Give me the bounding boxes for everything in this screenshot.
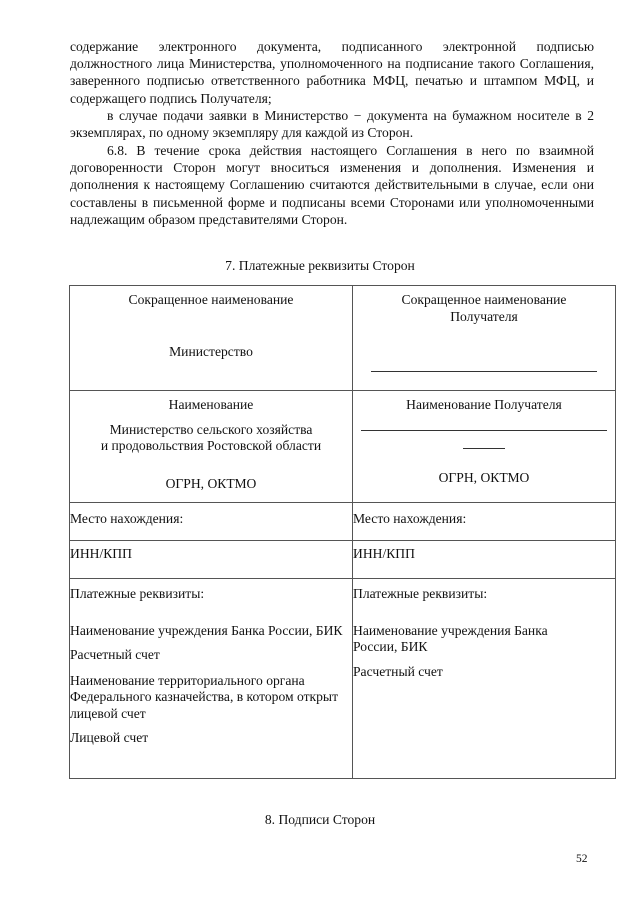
recipient-ogrn: ОГРН, ОКТМО bbox=[438, 469, 530, 485]
section-8-title: 8. Подписи Сторон bbox=[264, 812, 376, 827]
section-7-title: 7. Платежные реквизиты Сторон bbox=[225, 258, 415, 273]
ministry-location: Место нахождения: bbox=[70, 511, 184, 526]
recipient-name-label: Наименование Получателя bbox=[406, 397, 562, 412]
ministry-ogrn: ОГРН, ОКТМО bbox=[165, 475, 257, 491]
name-value-1: Министерство сельского хозяйства bbox=[109, 421, 313, 437]
cell-ministry-inn bbox=[70, 541, 353, 579]
recipient-inn: ИНН/КПП bbox=[353, 546, 415, 561]
recipient-short-name-line bbox=[371, 371, 597, 372]
ministry-personal-account: Лицевой счет bbox=[70, 730, 149, 745]
cell-ministry-location bbox=[70, 503, 353, 541]
short-name-value: Министерство bbox=[169, 343, 253, 359]
ministry-account: Расчетный счет bbox=[70, 647, 160, 662]
recipient-location: Место нахождения: bbox=[353, 511, 467, 526]
payment-details-table bbox=[69, 285, 616, 779]
ministry-inn: ИНН/КПП bbox=[70, 546, 132, 561]
ministry-payment-label: Платежные реквизиты: bbox=[70, 586, 205, 601]
name-value-2: и продовольствия Ростовской области bbox=[100, 438, 322, 453]
recipient-name-short-line bbox=[463, 448, 505, 449]
cell-recipient-short-name bbox=[353, 286, 616, 391]
paragraph-6-8: 6.8. В течение срока действия настоящего Соглашения в него по взаимной договоренности Сторон могут вноситься изменения и дополнения. Изменения и дополнения к настоящему Соглашению считаются действительными в случае, если они составлены в письменной форме и подписаны всеми Сторонами или уполномоченными надлежащим образом представителями Сторон. bbox=[70, 143, 594, 227]
short-name-label: Сокращенное наименование bbox=[128, 292, 294, 307]
cell-recipient-name bbox=[353, 391, 616, 503]
ministry-bank-name: Наименование учреждения Банка России, БИК bbox=[70, 622, 343, 638]
cell-recipient-inn bbox=[353, 541, 616, 579]
table-row bbox=[70, 391, 616, 503]
cell-ministry-payment bbox=[70, 579, 353, 779]
cell-ministry-name bbox=[70, 391, 353, 503]
recipient-bank-name: Наименование учреждения Банка России, БИК bbox=[353, 622, 548, 654]
table-row bbox=[70, 579, 616, 779]
cell-ministry-short-name bbox=[70, 286, 353, 391]
recipient-payment-label: Платежные реквизиты: bbox=[353, 586, 488, 601]
table-row bbox=[70, 541, 616, 579]
name-label: Наименование bbox=[168, 397, 254, 412]
table-row bbox=[70, 503, 616, 541]
page-number: 52 bbox=[576, 853, 588, 865]
recipient-account: Расчетный счет bbox=[353, 663, 443, 679]
recipient-name-line bbox=[361, 430, 607, 431]
ministry-treasury: Наименование территориального органа Федерального казначейства, в котором открыт лицевой счет bbox=[70, 672, 339, 721]
table-row bbox=[70, 286, 616, 391]
paragraph-paper-document: в случае подачи заявки в Министерство − документа на бумажном носителе в 2 экземплярах, по одному экземпляру для каждой из Сторон. bbox=[70, 108, 594, 141]
recipient-short-name-label-2: Получателя bbox=[450, 308, 518, 324]
cell-recipient-payment bbox=[353, 579, 616, 779]
recipient-short-name-label: Сокращенное наименование bbox=[401, 292, 567, 307]
paragraph-mfc-document: содержание электронного документа, подписанного электронной подписью должностного лица Министерства, уполномоченного на подписание такого Соглашения, заверенного подписью ответственного работника МФЦ, печатью и штампом МФЦ, и содержащего подпись Получателя; bbox=[70, 39, 594, 106]
cell-recipient-location bbox=[353, 503, 616, 541]
